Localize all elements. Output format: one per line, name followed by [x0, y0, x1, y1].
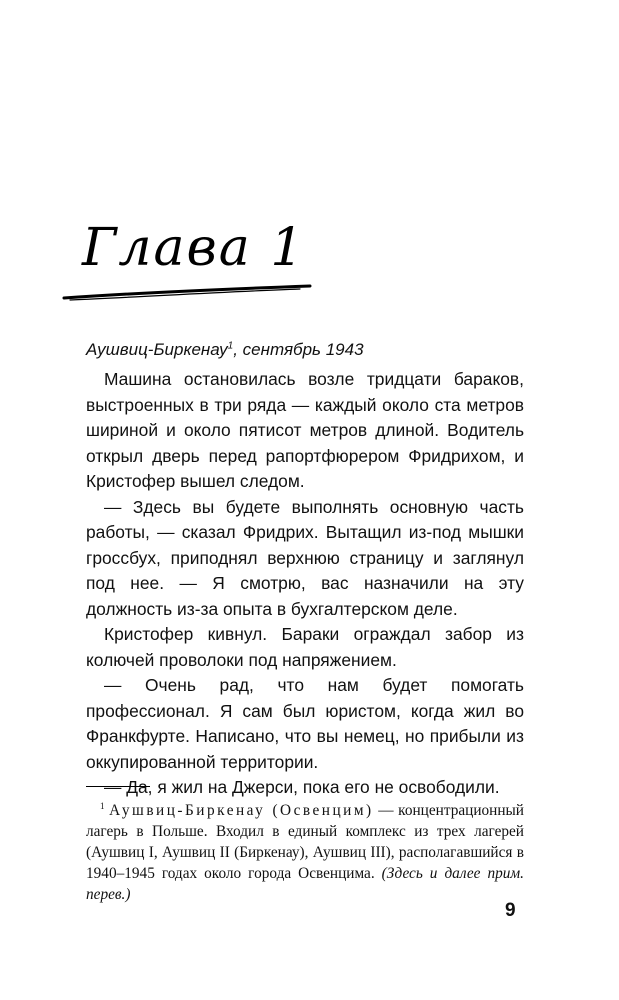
paragraph: — Очень рад, что нам будет помогать профессионал. Я сам был юристом, когда жил во Франкфурте. Написано, что вы немец, но прибыли из оккупированной территории.: [86, 675, 524, 772]
footnote-term: Аушвиц-Биркенау (Освенцим): [109, 802, 374, 820]
paragraph: — Здесь вы будете выполнять основную часть работы, — сказал Фридрих. Вытащил из-под мышки гроссбух, приподнял верхнюю страницу и заглянул под нее. — Я смотрю, вас назначили на эту должность из-за опыта в бухгалтерском деле.: [86, 496, 524, 619]
footnote-divider: [86, 786, 150, 787]
page-number: 9: [505, 900, 516, 921]
epigraph-date: , сентябрь 1943: [233, 340, 364, 359]
footnote-translator-note: (Здесь и далее прим. перев.): [86, 865, 524, 904]
footnote: [86, 796, 524, 905]
epigraph: [86, 340, 364, 360]
epigraph-place: Аушвиц-Биркенау: [86, 340, 228, 359]
footnote-reference: 1: [227, 340, 234, 352]
footnote-text: — концентрационный лагерь в Польше. Входил в единый комплекс из трех лагерей (Аушвиц I, Аушвиц II (Биркенау), Аушвиц III), располагавшийся в 1940–1945 годах около города Освенцима.: [86, 802, 524, 883]
paragraph: Машина остановилась возле тридцати бараков, выстроенных в три ряда — каждый около ста метров шириной и около пятисот метров длиной. Водитель открыл дверь перед рапортфюрером Фридрихом, и Кристофер вышел следом.: [86, 369, 524, 491]
body-text: [86, 367, 524, 801]
paragraph: Кристофер кивнул. Бараки ограждал забор из колючей проволоки под напряжением.: [86, 624, 524, 670]
chapter-title: Глава 1: [82, 218, 306, 278]
paragraph: — Да, я жил на Джерси, пока его не освободили.: [104, 777, 500, 797]
footnote-mark: 1: [100, 801, 105, 811]
title-underline-flourish: [60, 280, 320, 304]
